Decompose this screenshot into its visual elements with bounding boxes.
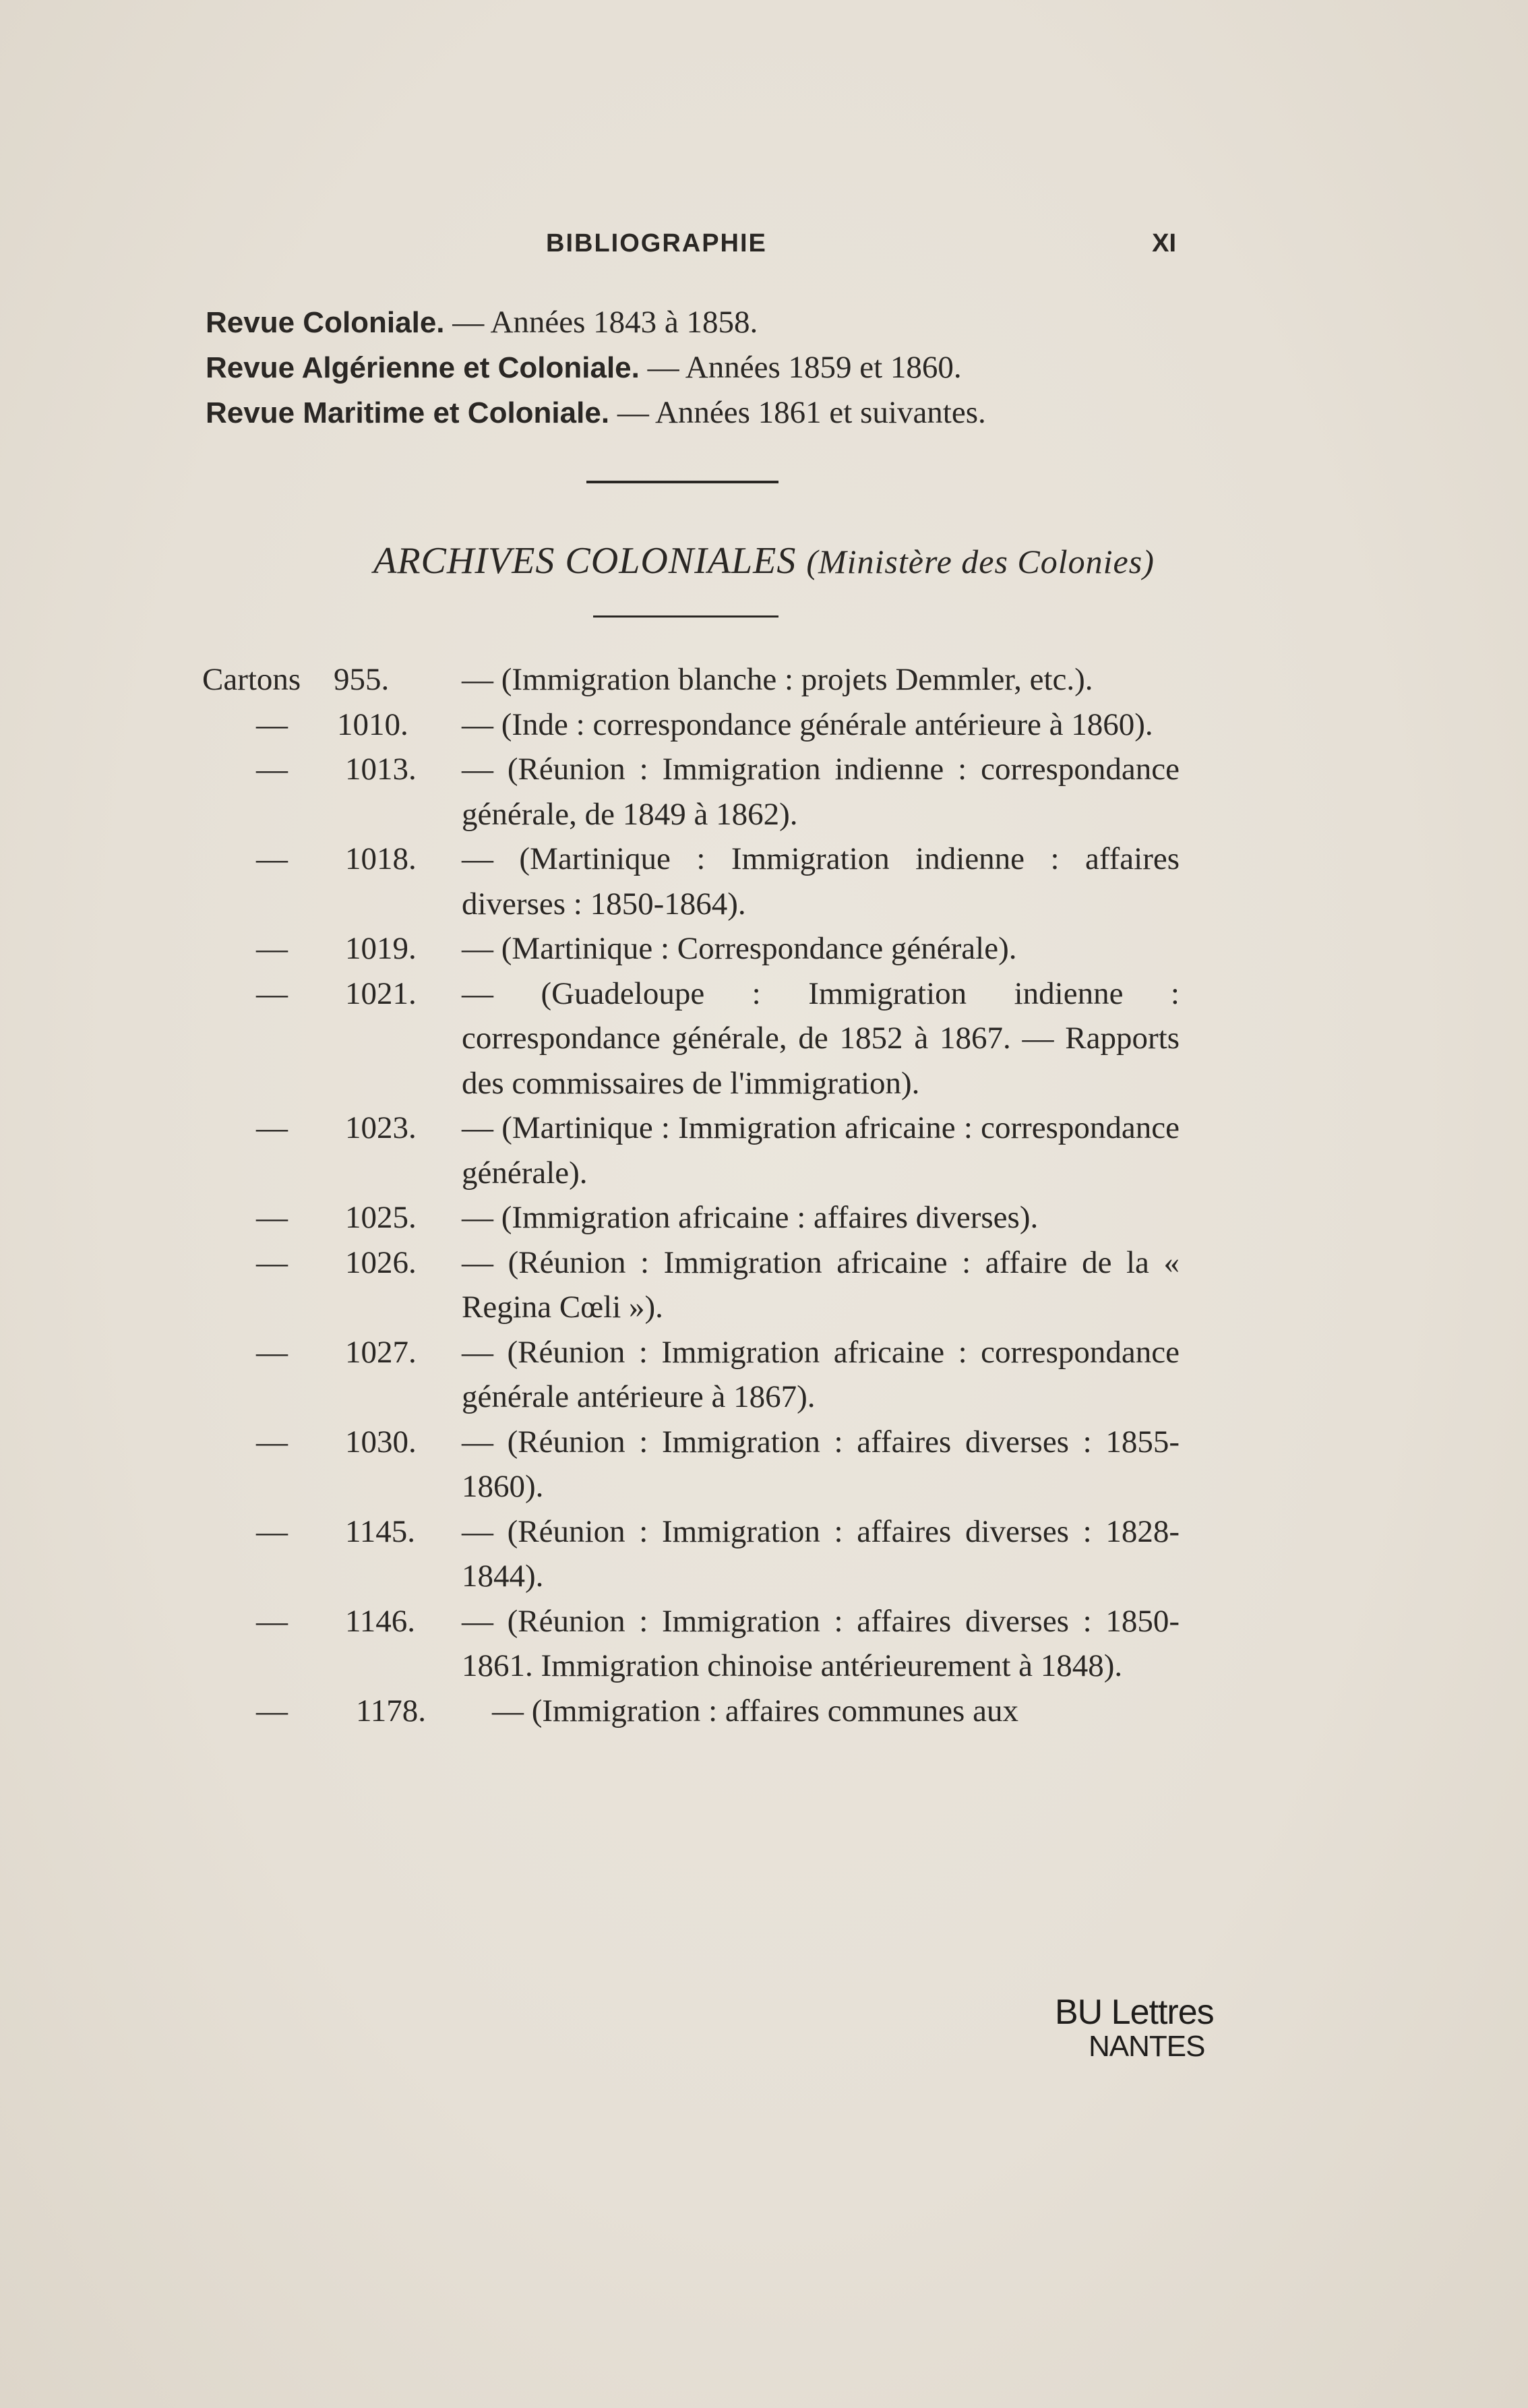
- carton-number: 1018.: [345, 841, 417, 876]
- carton-number: 1027.: [345, 1334, 417, 1370]
- carton-number: 1019.: [345, 931, 417, 966]
- carton-entry: [202, 702, 1180, 748]
- ditto-dash: —: [256, 1244, 288, 1280]
- carton-entry: [202, 1599, 1180, 1689]
- revue-name: Revue Coloniale.: [206, 306, 445, 339]
- carton-description: — (Martinique : Immigration africaine : correspondance générale).: [462, 1110, 1180, 1191]
- ditto-dash: —: [256, 841, 288, 876]
- ditto-dash: —: [256, 1200, 288, 1235]
- carton-entry: [202, 1420, 1180, 1509]
- ditto-dash: —: [256, 1334, 288, 1370]
- carton-number: 1030.: [345, 1424, 417, 1459]
- carton-description: — (Réunion : Immigration : affaires diverses : 1828-1844).: [462, 1513, 1180, 1594]
- carton-description: — (Immigration : affaires communes aux: [492, 1693, 1018, 1728]
- ditto-dash: —: [256, 1693, 288, 1728]
- page-header: [202, 229, 1176, 270]
- carton-description: — (Réunion : Immigration indienne : correspondance générale, de 1849 à 1862).: [462, 752, 1180, 832]
- section-title: ARCHIVES COLONIALES: [373, 540, 797, 582]
- carton-description: — (Martinique : Correspondance générale).: [462, 931, 1017, 966]
- revue-name: Revue Maritime et Coloniale.: [206, 396, 610, 429]
- revue-entry: [206, 345, 1176, 390]
- carton-entry: [202, 1330, 1180, 1420]
- carton-description: — (Guadeloupe : Immigration indienne : correspondance générale, de 1852 à 1867. — Rapports des commissaires de l'immigration).: [462, 975, 1180, 1101]
- carton-entry: [202, 926, 1180, 971]
- ditto-dash: —: [256, 1513, 288, 1549]
- carton-number: 1146.: [345, 1603, 416, 1639]
- carton-number: 1025.: [345, 1200, 417, 1235]
- ditto-dash: —: [256, 931, 288, 966]
- section-rule-top: [586, 481, 778, 483]
- carton-entry: [202, 747, 1180, 837]
- carton-description: — (Réunion : Immigration : affaires diverses : 1850-1861. Immigration chinoise antérieurement à 1848).: [462, 1603, 1180, 1683]
- revue-years: — Années 1861 et suivantes.: [617, 395, 986, 430]
- carton-description: — (Inde : correspondance générale antérieure à 1860).: [462, 706, 1153, 742]
- revue-list: [206, 300, 1176, 435]
- revue-name: Revue Algérienne et Coloniale.: [206, 351, 640, 384]
- carton-description: — (Martinique : Immigration indienne : affaires diverses : 1850-1864).: [462, 841, 1180, 922]
- carton-number: 1178.: [356, 1693, 427, 1728]
- cartons-label: Cartons: [202, 662, 301, 697]
- section-rule-bottom: [593, 615, 778, 618]
- revue-entry: [206, 300, 1176, 345]
- carton-entry: [202, 971, 1180, 1106]
- carton-entry: [202, 837, 1180, 926]
- ditto-dash: —: [256, 1603, 288, 1639]
- carton-number: 1026.: [345, 1244, 417, 1280]
- section-subtitle: (Ministère des Colonies): [806, 543, 1155, 580]
- carton-number: 1023.: [345, 1110, 417, 1145]
- carton-description: — (Immigration africaine : affaires diverses).: [462, 1200, 1039, 1235]
- running-title: BIBLIOGRAPHIE: [546, 229, 767, 258]
- ditto-dash: —: [256, 1110, 288, 1145]
- carton-entry: [202, 1509, 1180, 1599]
- ditto-dash: —: [256, 752, 288, 787]
- stamp-line-1: BU Lettres: [1055, 1993, 1214, 2032]
- carton-entry: [202, 1689, 1180, 1734]
- carton-entry: [202, 1240, 1180, 1330]
- carton-number: 1013.: [345, 752, 417, 787]
- carton-number: 955.: [334, 662, 390, 697]
- carton-entry: [202, 1195, 1180, 1240]
- ditto-dash: —: [256, 1424, 288, 1459]
- carton-description: — (Réunion : Immigration africaine : affaire de la « Regina Cœli »).: [462, 1244, 1180, 1325]
- carton-entry: [202, 657, 1180, 702]
- library-stamp: [1055, 1992, 1214, 2064]
- revue-years: — Années 1859 et 1860.: [647, 350, 962, 385]
- revue-entry: [206, 390, 1176, 435]
- carton-number: 1021.: [345, 975, 417, 1011]
- revue-years: — Années 1843 à 1858.: [452, 305, 758, 340]
- carton-number: 1145.: [345, 1513, 416, 1549]
- carton-entry: [202, 1106, 1180, 1195]
- section-heading: [0, 539, 1528, 582]
- carton-description: — (Réunion : Immigration : affaires diverses : 1855-1860).: [462, 1424, 1180, 1504]
- page-number: XI: [1152, 229, 1176, 258]
- cartons-list: [202, 657, 1180, 1733]
- carton-description: — (Réunion : Immigration africaine : correspondance générale antérieure à 1867).: [462, 1334, 1180, 1414]
- stamp-line-2: NANTES: [1089, 2030, 1205, 2063]
- carton-number: 1010.: [337, 706, 408, 742]
- carton-text: — (Immigration blanche : projets Demmler, etc.).: [462, 662, 1093, 697]
- ditto-dash: —: [256, 975, 288, 1011]
- ditto-dash: —: [256, 706, 288, 742]
